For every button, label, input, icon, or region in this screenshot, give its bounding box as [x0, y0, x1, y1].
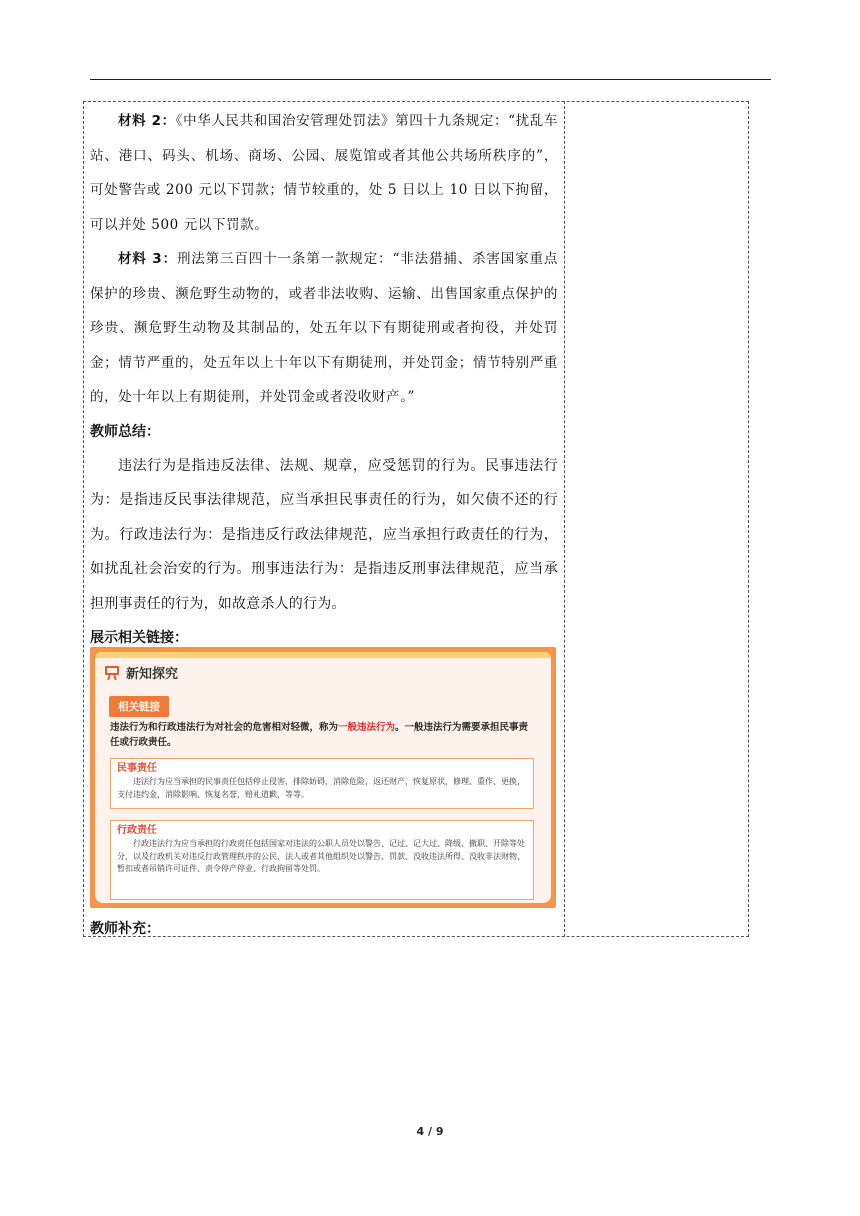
material-3-text: 刑法第三百四十一条第一款规定：“非法猎捕、杀害国家重点保护的珍贵、濒危野生动物的，或者非法收购、运输、出售国家重点保护的珍贵、濒危野生动物及其制品的，处五年以下有期徒刑或者拘役，并处罚金；情节严重的，处五年以上十年以下有期徒刑，并处罚金；情节特别严重的，处十年以上有期徒刑，并处罚金或者没收财产。”	[90, 251, 558, 405]
material-2-text: 《中华人民共和国治安管理处罚法》第四十九条规定：“扰乱车站、港口、码头、机场、商场、公园、展览馆或者其他公共场所秩序的”，可处警告或 200 元以下罚款；情节较重的，处 5 日以上 10 日以下拘留，可以并处 500 元以下罚款。	[90, 113, 559, 233]
material-2-label: 材料 2：	[118, 113, 176, 129]
administrative-liability-text: 行政违法行为应当承担的行政责任包括国家对违法的公职人员处以警告、记过、记大过、降级、撤职、开除等处分，以及行政机关对违反行政管理秩序的公民、法人或者其他组织处以警告、罚款、没收违法所得、没收非法财物、暂扣或者吊销许可证件、责令停产停业、行政拘留等处罚。	[117, 839, 525, 873]
page-number: 4 / 9	[416, 1125, 444, 1138]
teacher-supplement-heading: 教师补充：	[90, 921, 160, 937]
slide-title	[105, 663, 178, 682]
slide-panel	[95, 652, 551, 903]
civil-liability-text: 违法行为应当承担的民事责任包括停止侵害，排除妨碍，消除危险，返还财产，恢复原状，修理、重作、更换，支付违约金，消除影响、恢复名誉，赔礼道歉，等等。	[117, 777, 525, 799]
slide-intro	[110, 720, 530, 750]
slide-tag: 相关链接	[109, 696, 169, 717]
material-3-label: 材料 3：	[118, 251, 177, 267]
administrative-liability-box	[110, 820, 534, 900]
slide-intro-before: 违法行为和行政违法行为对社会的危害相对轻微，称为	[110, 722, 339, 733]
blackboard-icon	[105, 666, 121, 680]
related-links-slide-image	[90, 647, 556, 908]
links-heading: 展示相关链接：	[90, 630, 188, 646]
administrative-liability-title: 行政责任	[117, 825, 157, 836]
teacher-summary-heading: 教师总结：	[90, 423, 160, 440]
material-2-paragraph	[90, 104, 558, 242]
material-3-paragraph	[90, 242, 558, 415]
header-rule	[90, 79, 771, 80]
table-column-divider	[564, 101, 565, 937]
slide-title-text: 新知探究	[126, 667, 179, 682]
civil-liability-title: 民事责任	[117, 763, 157, 774]
slide-intro-after: 。一般违法行为需要承担民事责任或行政责任。	[110, 722, 529, 748]
slide-top-bar	[95, 652, 551, 658]
civil-liability-box	[110, 758, 534, 809]
lesson-content	[90, 104, 558, 655]
teacher-summary-text: 违法行为是指违反法律、法规、规章，应受惩罚的行为。民事违法行为：是指违反民事法律规范，应当承担民事责任的行为，如欠债不还的行为。行政违法行为：是指违反行政法律规范，应当承担行政责任的行为，如扰乱社会治安的行为。刑事违法行为：是指违反刑事法律规范，应当承担刑事责任的行为，如故意杀人的行为。	[90, 457, 558, 612]
slide-intro-highlight: 一般违法行为	[338, 722, 396, 733]
